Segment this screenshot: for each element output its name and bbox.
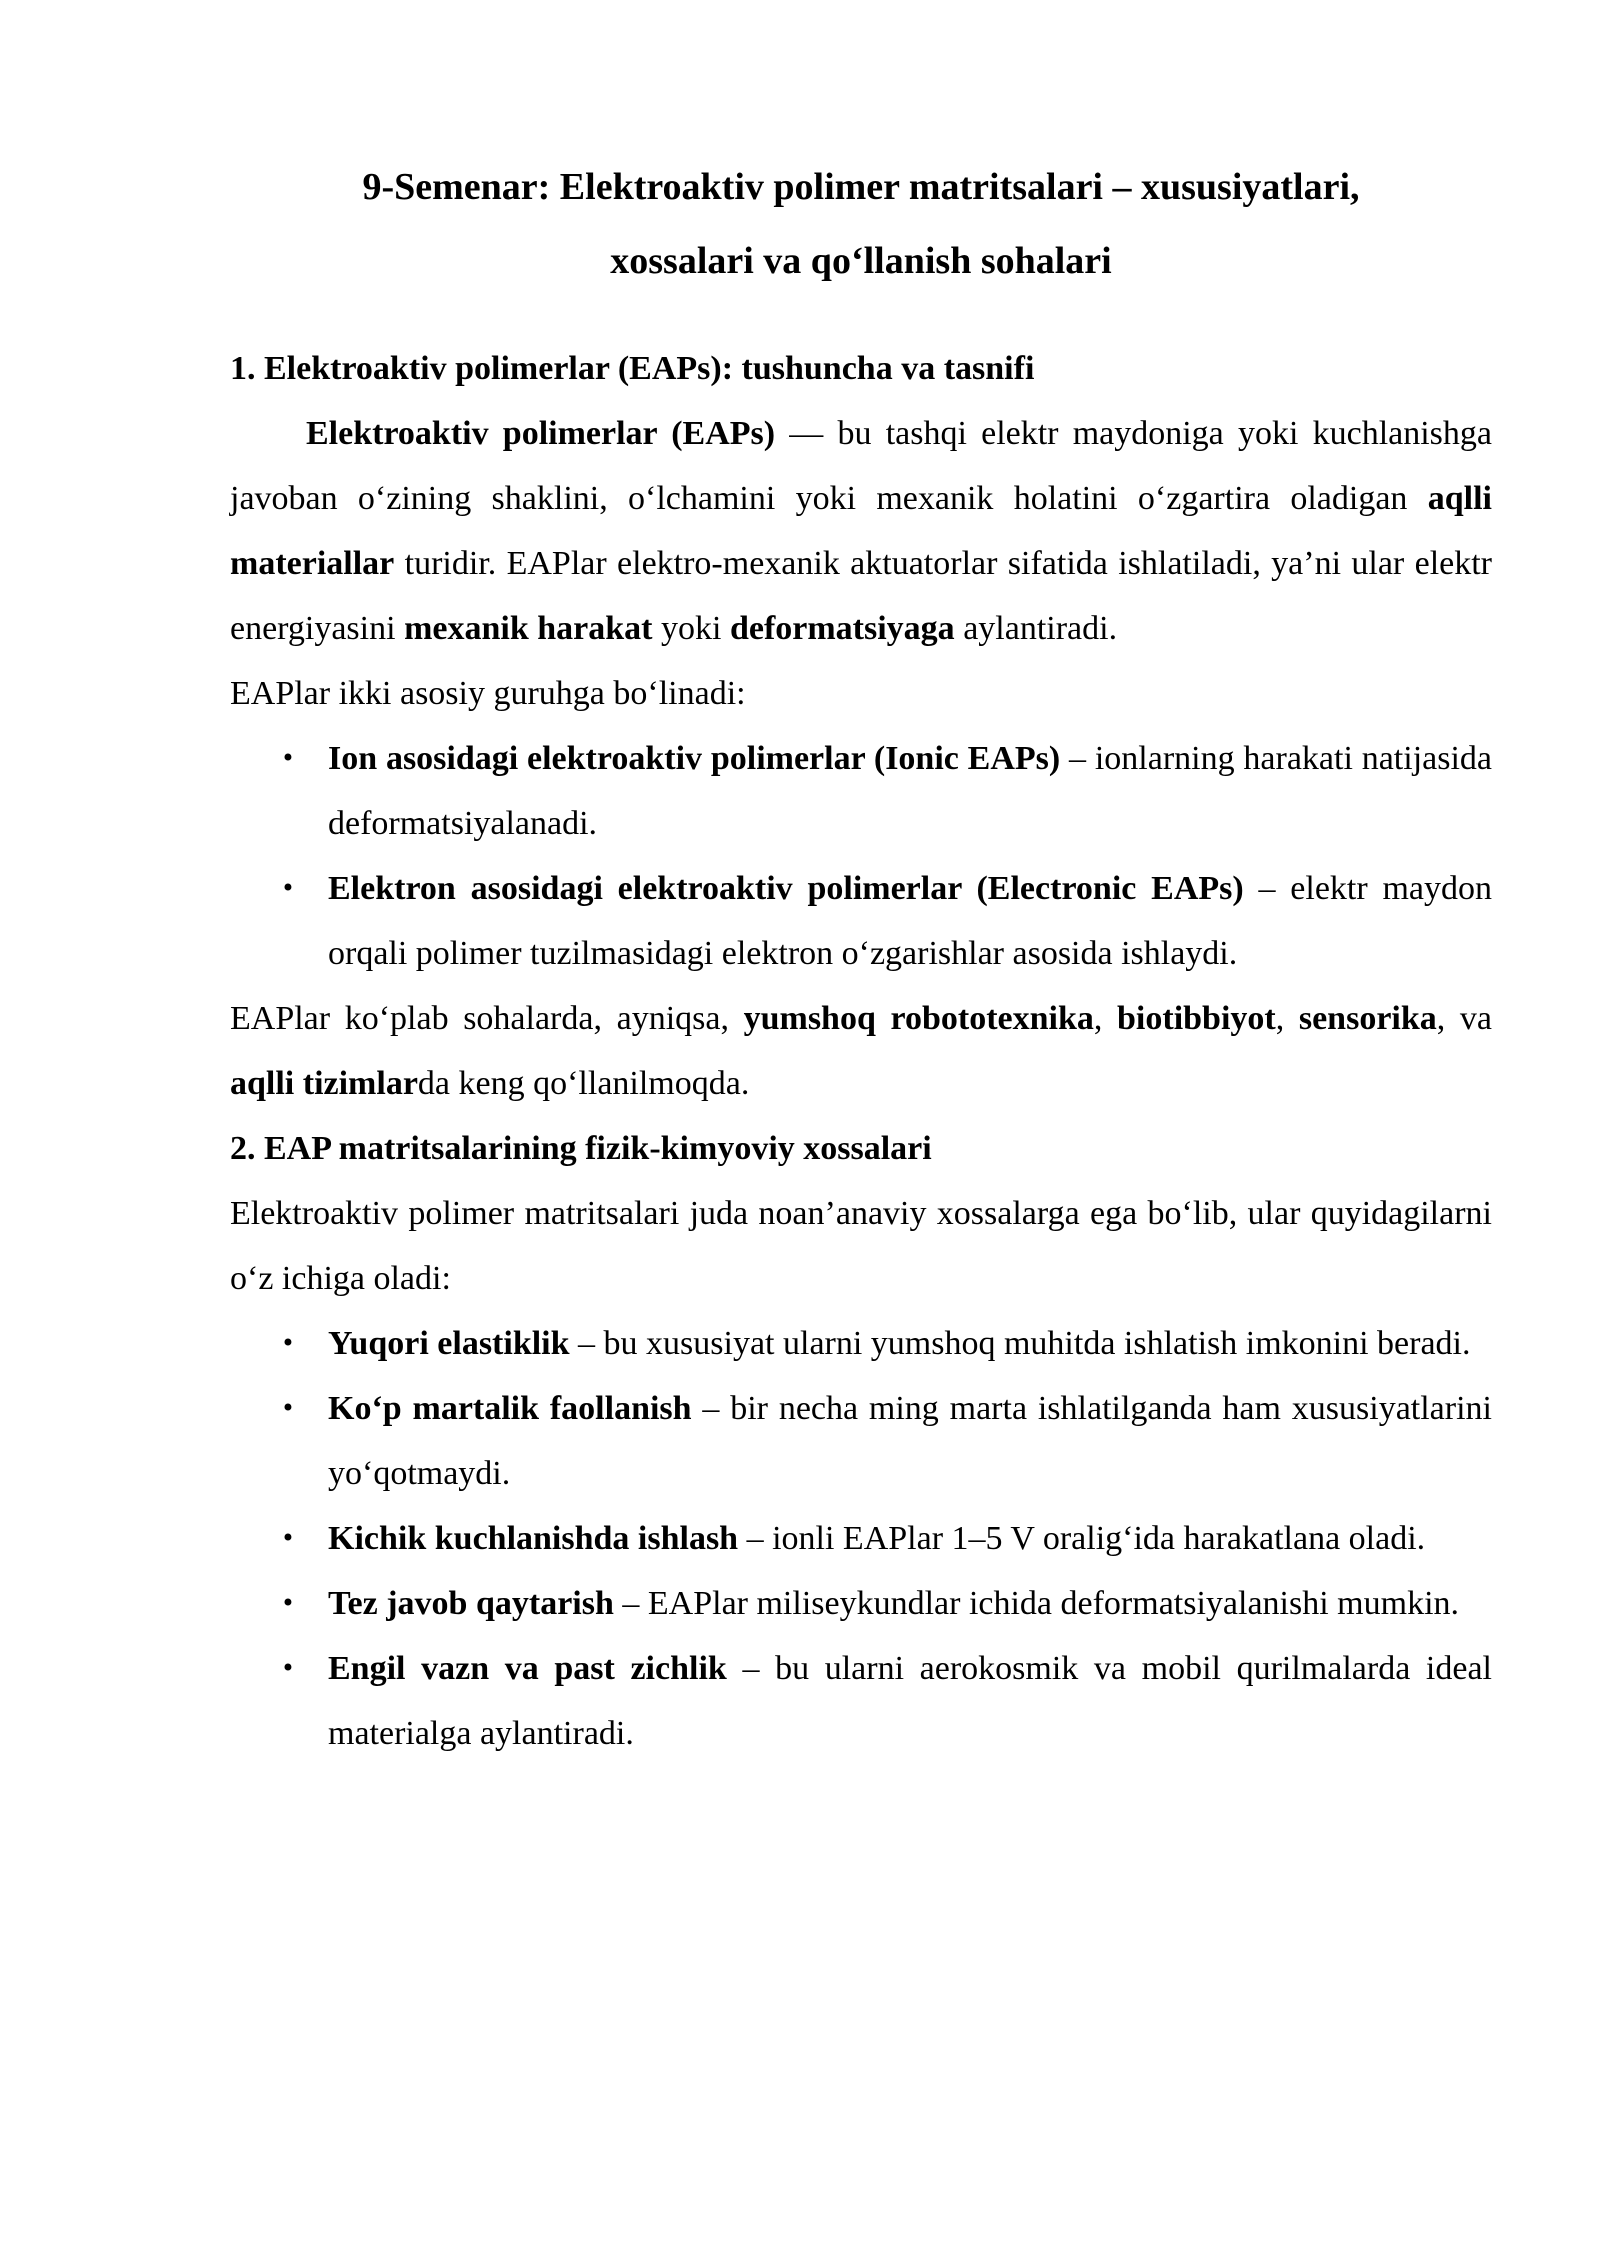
list-item — [280, 1571, 1492, 1636]
title-line-2: xossalari va qo‘llanish sohalari — [610, 240, 1112, 282]
bold-term: Tez javob qaytarish — [328, 1585, 614, 1622]
list-item — [280, 1636, 1493, 1766]
list-item — [280, 1376, 1492, 1506]
bullet-icon: • — [280, 1589, 296, 1617]
bold-term: sensorika — [1298, 1000, 1437, 1037]
text-run: – ionlarning harakati natijasida deformatsiyalanadi. — [328, 740, 1493, 842]
section-2-heading: 2. EAP matritsalarining fizik-kimyoviy xossalari — [230, 1130, 932, 1167]
section-2-paragraph-1: Elektroaktiv polimer matritsalari juda noan’anaviy xossalarga ega bo‘lib, ular quyidagilarni o‘z ichiga oladi: — [230, 1195, 1492, 1297]
bullet-icon: • — [280, 1329, 296, 1357]
section-1-paragraph-1 — [230, 401, 1492, 661]
bold-term: Engil vazn va past zichlik — [328, 1650, 727, 1687]
section-1-paragraph-2: EAPlar ikki asosiy guruhga bo‘linadi: — [230, 675, 746, 712]
text-run: yoki — [652, 610, 730, 647]
text-run: turidir. EAPlar elektro-mexanik aktuatorlar sifatida ishlatiladi, ya’ni ular elektr energiyasini — [230, 545, 1492, 647]
section-2-bullet-list — [230, 1311, 1492, 1766]
bold-term: Kichik kuchlanishda ishlash — [328, 1520, 739, 1557]
text-run: aylantiradi. — [954, 610, 1118, 647]
document-title — [230, 150, 1492, 298]
text-run: , — [1093, 1000, 1118, 1037]
list-item — [280, 856, 1492, 986]
bold-term: aqlli materiallar — [230, 480, 1492, 582]
bold-term: Yuqori elastiklik — [328, 1325, 570, 1362]
section-1-heading: 1. Elektroaktiv polimerlar (EAPs): tushuncha va tasnifi — [230, 350, 1035, 387]
text-run: – elektr maydon orqali polimer tuzilmasidagi elektron o‘zgarishlar asosida ishlaydi. — [328, 870, 1492, 972]
section-1-bullet-list — [230, 726, 1492, 986]
title-line-1: 9-Semenar: Elektroaktiv polimer matritsalari – xususiyatlari, — [362, 166, 1360, 208]
bold-term: deformatsiyaga — [729, 610, 955, 647]
bullet-icon: • — [280, 1654, 296, 1682]
text-run: – bu xususiyat ularni yumshoq muhitda ishlatish imkonini beradi. — [569, 1325, 1471, 1362]
bullet-icon: • — [280, 874, 296, 902]
text-run: — bu tashqi elektr maydoniga yoki kuchlanishga javoban o‘zining shaklini, o‘lchamini yoki mexanik holatini o‘zgartira oladigan — [230, 415, 1492, 517]
bold-term: Ion asosidagi elektroaktiv polimerlar (Ionic EAPs) — [328, 740, 1061, 777]
bold-term: aqlli tizimlar — [230, 1065, 418, 1102]
text-run: , — [1275, 1000, 1299, 1037]
text-run: EAPlar ko‘plab sohalarda, ayniqsa, — [230, 1000, 744, 1037]
bullet-icon: • — [280, 1524, 296, 1552]
bold-term: Ko‘p martalik faollanish — [328, 1390, 692, 1427]
section-1-paragraph-3 — [230, 986, 1492, 1116]
text-run: , va — [1436, 1000, 1492, 1037]
bullet-icon: • — [280, 1394, 296, 1422]
list-item — [280, 726, 1493, 856]
bold-term: Elektron asosidagi elektroaktiv polimerlar (Electronic EAPs) — [328, 870, 1244, 907]
list-item — [280, 1311, 1492, 1376]
text-run: – bu ularni aerokosmik va mobil qurilmalarda ideal materialga aylantiradi. — [328, 1650, 1493, 1752]
bold-term: biotibbiyot — [1117, 1000, 1276, 1037]
bold-term: mexanik harakat — [404, 610, 653, 647]
bold-term: yumshoq robototexnika — [743, 1000, 1094, 1037]
document-body — [230, 150, 1492, 1766]
list-item — [280, 1506, 1492, 1571]
text-run: – bir necha ming marta ishlatilganda ham xususiyatlarini yo‘qotmaydi. — [328, 1390, 1492, 1492]
text-run: – EAPlar miliseykundlar ichida deformatsiyalanishi mumkin. — [613, 1585, 1460, 1622]
bold-term: Elektroaktiv polimerlar (EAPs) — [306, 415, 776, 452]
bullet-icon: • — [280, 744, 296, 772]
text-run: – ionli EAPlar 1–5 V oralig‘ida harakatlana oladi. — [738, 1520, 1426, 1557]
text-run: da keng qo‘llanilmoqda. — [417, 1065, 750, 1102]
